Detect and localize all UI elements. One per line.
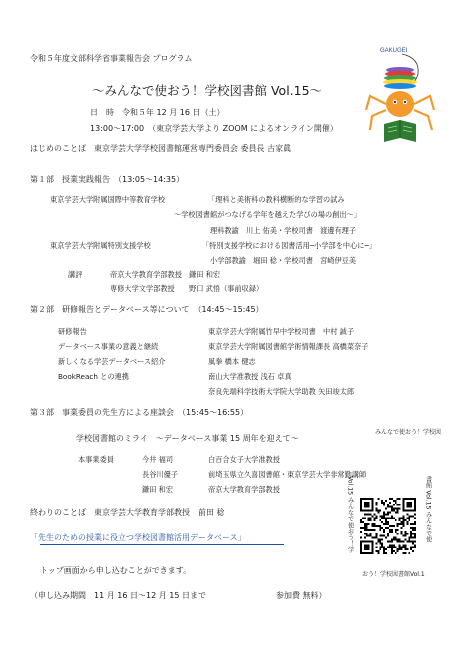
part1-r2-school: 東京学芸大学附属特別支援学校 xyxy=(50,241,151,250)
qr-bottom-text: おう！学校図書館Vol.1 xyxy=(362,571,425,578)
spider-book-illustration xyxy=(362,44,442,152)
part2-heading: 第２部 研修報告とデータベース等について （14:45～15:45） xyxy=(30,305,264,314)
part1-lecturer: 帝京大学教育学部教授 鎌田 和宏 xyxy=(110,270,221,279)
part1-r1-people: 理科教諭 川上 佑美・学校司書 渡邊有理子 xyxy=(210,226,357,235)
part2-row-right: 風拳 橋本 健志 xyxy=(208,357,256,366)
application-period: （申し込み期間 11 月 16 日～12 月 15 日まで xyxy=(30,591,206,600)
part2-row-right: 奈良先端科学技術大学院大学助教 矢田竣太郎 xyxy=(208,387,355,396)
program-line: 令和５年度文部科学省事業報告会 プログラム xyxy=(30,54,193,63)
part3-member-label: 本事業委員 xyxy=(78,455,114,464)
qr-code-image xyxy=(360,498,416,554)
part2-row-left: BookReach との連携 xyxy=(58,372,129,381)
participation-fee: 参加費 無料） xyxy=(276,591,327,600)
part1-heading: 第１部 授業実践報告 （13:05～14:35） xyxy=(30,175,185,184)
part1-r2-people: 小学部教諭 堀田 稔・学校司書 宮崎伊豆美 xyxy=(210,256,357,265)
part1-r2-title: 「特別支援学校における図書活用─小学部を中心に─」 xyxy=(202,241,376,250)
part2-row-right: 南山大学准教授 浅石 卓真 xyxy=(208,372,292,381)
part3-member-name: 鎌田 和宏 xyxy=(142,485,174,494)
part2-row-left: 新しくなる学芸データベース紹介 xyxy=(58,357,166,366)
apply-text: トップ画面から申し込むことができます。 xyxy=(40,566,192,575)
part3-heading: 第３部 事業委員の先生方による座談会 （15:45～16:55） xyxy=(30,408,249,417)
part3-member-affil: 白百合女子大学准教授 xyxy=(208,455,280,464)
part2-row-left: データベース事業の意義と継続 xyxy=(58,342,159,351)
part1-r1-title-b: ～学校図書館がつなげる学年を越えた学びの場の創出～」 xyxy=(174,210,361,219)
part2-row-right: 東京学芸大学附属竹早中学校司書 中村 誠子 xyxy=(208,327,355,336)
event-time: 13:00～17:00 （東京学芸大学より ZOOM によるオンライン開催） xyxy=(90,124,338,133)
opening-remarks: はじめのことば 東京学芸大学学校図書館運営専門委員会 委員長 古家眞 xyxy=(30,144,292,153)
part1-lecturer2: 専修大学文学部教授 野口 武悟（事前収録） xyxy=(110,284,264,293)
part1-r1-school: 東京学芸大学附属国際中等教育学校 xyxy=(50,195,166,204)
qr-left-text: Vol.15 みんなで使おう！学 xyxy=(346,476,354,553)
part3-member-affil: 前埼玉県立久喜図書館・東京学芸大学非常勤講師 xyxy=(208,470,367,479)
part3-member-affil: 帝京大学教育学部教授 xyxy=(208,485,280,494)
part1-lecturer-label: 講評 xyxy=(68,270,83,279)
part2-row-left: 研修報告 xyxy=(58,327,87,336)
part1-r1-title-a: 「理科と美術科の教科横断的な学習の試み xyxy=(208,195,345,204)
database-link[interactable]: 「先生のための授業に役立つ学校図書館活用データベース」 xyxy=(30,533,246,542)
qr-top-text: みんなで使おう！学校図 xyxy=(375,429,442,436)
part2-row-right: 東京学芸大学附属図書館学術情報課長 高橋菜奈子 xyxy=(208,342,369,351)
closing-remarks: 終わりのことば 東京学芸大学教育学部教授 前田 稔 xyxy=(30,508,225,517)
qr-code[interactable] xyxy=(360,498,416,554)
page-title: ～みんなで使おう！学校図書館 Vol.15～ xyxy=(92,83,323,98)
link-underline xyxy=(40,544,284,545)
part3-member-name: 長谷川優子 xyxy=(142,470,178,479)
event-date: 日 時 令和５年 12 月 16 日（土） xyxy=(90,108,225,117)
logo-text: GAKUGEI xyxy=(380,48,408,54)
part3-subtitle: 学校図書館のミライ ～データベース事業 15 周年を迎えて～ xyxy=(76,434,299,443)
qr-right-text: 書館 Vol.15 みんなで使 xyxy=(424,476,432,543)
part3-member-name: 今井 福司 xyxy=(142,455,174,464)
